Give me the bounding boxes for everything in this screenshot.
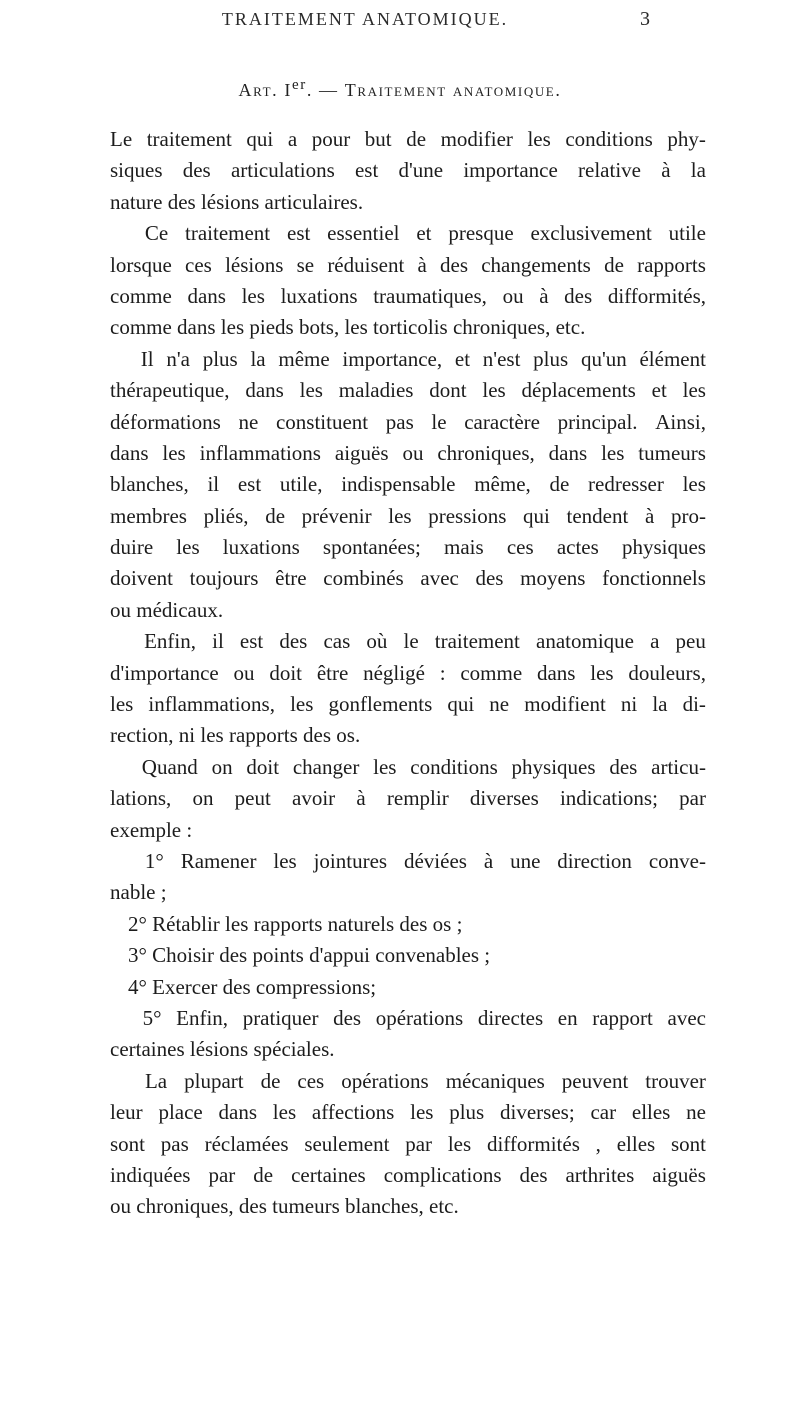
- word: par: [208, 1162, 236, 1187]
- word: inflammations: [199, 440, 321, 465]
- word: des: [519, 1162, 548, 1187]
- word: La: [144, 1068, 168, 1093]
- word: Il: [140, 346, 154, 371]
- word: de: [549, 472, 570, 497]
- word: jointures: [313, 848, 388, 873]
- word: conve-: [648, 848, 706, 873]
- word: de: [253, 1162, 274, 1187]
- word: caractère: [464, 409, 540, 434]
- word: le: [431, 409, 447, 434]
- line-text: certaines lésions spéciales.: [110, 1037, 335, 1062]
- text-line: [110, 312, 706, 343]
- text-line: [110, 972, 706, 1003]
- word: inflammations,: [148, 692, 275, 717]
- word: à: [539, 283, 549, 308]
- word: principal.: [557, 409, 638, 434]
- text-line: [110, 1066, 706, 1097]
- word: Ramener: [180, 848, 257, 873]
- text-line: [110, 407, 706, 438]
- word: ces: [506, 535, 534, 560]
- line-text: nable ;: [110, 880, 167, 905]
- word: physiques: [621, 535, 706, 560]
- word: affections: [311, 1100, 395, 1125]
- word: des: [475, 566, 504, 591]
- word: diverses;: [500, 1100, 575, 1125]
- word: doit: [269, 660, 303, 685]
- word: qu'un: [580, 346, 627, 371]
- text-line: [110, 124, 706, 155]
- text-line: [110, 1160, 706, 1191]
- word: direction: [557, 848, 632, 873]
- word: pressions: [428, 503, 507, 528]
- text-line: [110, 846, 706, 877]
- word: ou: [233, 660, 255, 685]
- word: ne: [238, 409, 259, 434]
- word: complications: [383, 1162, 502, 1187]
- line-text: exemple :: [110, 817, 193, 842]
- section-title: [0, 70, 800, 105]
- word: certaines: [291, 1162, 366, 1187]
- running-head: [0, 4, 800, 34]
- word: ou: [402, 440, 424, 465]
- word: négligé: [363, 660, 425, 685]
- line-text: nature des lésions articulaires.: [110, 189, 364, 214]
- word: traitement: [185, 221, 271, 246]
- word: elles: [616, 1131, 656, 1156]
- word: dans: [548, 440, 588, 465]
- word: siques: [110, 158, 163, 183]
- section-heading: Traitement anatomique.: [344, 80, 562, 100]
- word: les: [447, 1131, 472, 1156]
- word: des: [564, 283, 593, 308]
- text-line: [110, 1003, 706, 1034]
- word: plus: [533, 346, 569, 371]
- word: 5°: [142, 1005, 162, 1030]
- word: il: [212, 629, 224, 654]
- word: moyens: [520, 566, 586, 591]
- word: pour: [311, 127, 351, 151]
- word: relative: [578, 158, 641, 183]
- word: Le: [110, 127, 133, 151]
- paragraph-indent: [110, 972, 128, 1003]
- word: indications;: [559, 786, 658, 811]
- word: dans: [187, 283, 226, 308]
- word: difformités,: [607, 283, 706, 308]
- word: indiquées: [110, 1162, 191, 1187]
- word: dans: [536, 660, 576, 685]
- word: blanches,: [110, 472, 189, 497]
- word: membres: [110, 503, 187, 528]
- word: comme: [460, 660, 523, 685]
- text-line: [110, 783, 706, 814]
- word: élément: [639, 346, 706, 371]
- word: trouver: [645, 1068, 706, 1093]
- word: la: [690, 158, 706, 183]
- word: une: [510, 848, 541, 873]
- word: les: [601, 440, 625, 465]
- word: des: [609, 754, 638, 779]
- word: changements: [481, 252, 591, 277]
- word: constituent: [275, 409, 369, 434]
- word: a: [287, 127, 298, 151]
- word: sont: [110, 1131, 146, 1156]
- word: a: [650, 629, 660, 654]
- word: redresser: [588, 472, 664, 497]
- word: tendent: [566, 503, 629, 528]
- word: elles: [631, 1100, 671, 1125]
- word: physiques: [511, 754, 596, 779]
- word: on: [211, 754, 233, 779]
- paragraph-indent: [110, 940, 128, 971]
- word: ne: [686, 1100, 706, 1125]
- word: qui: [246, 127, 274, 151]
- word: n'est: [482, 346, 521, 371]
- text-line: [110, 532, 706, 563]
- paragraph-indent: [110, 344, 128, 375]
- word: les: [373, 754, 397, 779]
- word: duire: [110, 535, 154, 560]
- word: fonctionnels: [602, 566, 706, 591]
- word: peu: [675, 629, 706, 654]
- word: difformités: [486, 1131, 580, 1156]
- word: se: [296, 252, 315, 277]
- word: di-: [682, 692, 706, 717]
- word: spontanées;: [322, 535, 421, 560]
- word: chroniques,: [437, 440, 535, 465]
- line-text: 3° Choisir des points d'appui convenables ;: [128, 943, 491, 968]
- word: conditions: [565, 127, 653, 151]
- body-text: [110, 124, 706, 1223]
- word: arthrites: [565, 1162, 635, 1187]
- word: par: [405, 1131, 433, 1156]
- word: :: [439, 660, 446, 685]
- word: des: [440, 252, 469, 277]
- word: presque: [448, 221, 514, 246]
- text-line: [110, 1034, 706, 1065]
- word: et: [416, 221, 432, 246]
- word: Enfin,: [176, 1005, 229, 1030]
- text-line: [110, 1129, 706, 1160]
- word: à: [356, 786, 366, 811]
- word: d'une: [398, 158, 444, 183]
- word: avoir: [292, 786, 336, 811]
- word: déformations: [110, 409, 221, 434]
- word: où: [366, 629, 388, 654]
- word: luxations: [222, 535, 300, 560]
- word: dont: [429, 378, 467, 403]
- word: réclamées: [204, 1131, 289, 1156]
- word: rapport: [592, 1005, 653, 1030]
- word: même,: [474, 472, 531, 497]
- word: leur: [110, 1100, 143, 1125]
- article-number-superscript: er: [291, 77, 307, 93]
- text-line: [110, 877, 706, 908]
- word: luxations: [280, 283, 358, 308]
- word: les: [273, 848, 297, 873]
- word: en: [557, 1005, 578, 1030]
- word: remplir: [386, 786, 449, 811]
- line-text: 2° Rétablir les rapports naturels des os ;: [128, 911, 463, 936]
- word: les: [388, 503, 412, 528]
- word: aiguës: [334, 440, 389, 465]
- word: plus: [202, 346, 238, 371]
- text-line: [110, 375, 706, 406]
- word: conditions: [410, 754, 498, 779]
- word: plupart: [184, 1068, 244, 1093]
- word: est: [287, 221, 311, 246]
- word: déplacements: [521, 378, 636, 403]
- word: lésions: [225, 252, 284, 277]
- line-text: rection, ni les rapports des os.: [110, 723, 361, 748]
- word: les: [176, 535, 200, 560]
- word: on: [192, 786, 214, 811]
- word: d'importance: [110, 660, 219, 685]
- word: maladies: [338, 378, 414, 403]
- word: gonflements: [328, 692, 433, 717]
- paragraph-indent: [110, 1066, 128, 1097]
- word: les: [682, 378, 706, 403]
- word: traitement: [434, 629, 520, 654]
- word: articu-: [651, 754, 706, 779]
- word: des: [279, 629, 308, 654]
- line-text: ou chroniques, des tumeurs blanches, etc.: [110, 1194, 459, 1219]
- text-line: [110, 940, 706, 971]
- word: de: [260, 1068, 281, 1093]
- text-line: [110, 1191, 706, 1222]
- word: les: [410, 1100, 434, 1125]
- word: prévenir: [301, 503, 372, 528]
- text-line: [110, 626, 706, 657]
- word: place: [158, 1100, 203, 1125]
- text-line: [110, 595, 706, 626]
- text-line: [110, 909, 706, 940]
- line-text: ou médicaux.: [110, 597, 224, 622]
- word: de: [406, 127, 427, 151]
- paragraph-indent: [110, 1003, 128, 1034]
- word: pas: [160, 1131, 189, 1156]
- word: ces: [185, 252, 212, 277]
- word: indispensable: [341, 472, 456, 497]
- word: ces: [297, 1068, 325, 1093]
- word: mécaniques: [445, 1068, 545, 1093]
- word: sont: [670, 1131, 706, 1156]
- word: thérapeutique,: [110, 378, 230, 403]
- text-line: [110, 469, 706, 500]
- word: pas: [385, 409, 414, 434]
- word: et: [651, 378, 667, 403]
- word: avec: [420, 566, 459, 591]
- word: tumeurs: [638, 440, 706, 465]
- word: Quand: [141, 754, 198, 779]
- word: ,: [595, 1131, 601, 1156]
- word: traitement: [146, 127, 232, 151]
- word: Enfin,: [144, 629, 197, 654]
- word: pliés,: [203, 503, 249, 528]
- word: importance: [463, 158, 558, 183]
- paragraph-indent: [110, 626, 128, 657]
- word: utile: [668, 221, 706, 246]
- word: doit: [246, 754, 280, 779]
- word: la: [250, 346, 266, 371]
- word: et: [454, 346, 471, 371]
- text-line: [110, 281, 706, 312]
- word: modifier: [440, 127, 513, 151]
- word: à: [644, 503, 655, 528]
- word: diverses: [469, 786, 539, 811]
- word: anatomique: [536, 629, 634, 654]
- word: être: [316, 660, 349, 685]
- text-line: [110, 501, 706, 532]
- word: déviées: [403, 848, 467, 873]
- word: but: [364, 127, 392, 151]
- word: exclusivement: [530, 221, 652, 246]
- paragraph-indent: [110, 909, 128, 940]
- word: changer: [292, 754, 360, 779]
- word: les: [272, 1100, 297, 1125]
- word: utile,: [279, 472, 323, 497]
- word: modifient: [524, 692, 606, 717]
- word: est: [239, 629, 264, 654]
- text-line: [110, 720, 706, 751]
- word: combinés: [323, 566, 404, 591]
- word: les: [299, 378, 323, 403]
- text-line: [110, 155, 706, 186]
- text-line: [110, 815, 706, 846]
- word: les: [527, 127, 551, 151]
- word: articulations: [230, 158, 335, 183]
- word: traumatiques,: [373, 283, 487, 308]
- word: les: [682, 472, 706, 497]
- word: ne: [489, 692, 510, 717]
- text-line: [110, 752, 706, 783]
- word: peuvent: [561, 1068, 629, 1093]
- word: essentiel: [327, 221, 400, 246]
- word: n'a: [166, 346, 190, 371]
- word: pratiquer: [242, 1005, 319, 1030]
- word: cas: [323, 629, 351, 654]
- line-text: comme dans les pieds bots, les torticolis chroniques, etc.: [110, 315, 586, 340]
- word: de: [265, 503, 286, 528]
- word: réduisent: [327, 252, 405, 277]
- page-number: 3: [640, 8, 650, 30]
- word: aiguës: [652, 1162, 706, 1187]
- line-text: 4° Exercer des compressions;: [128, 974, 377, 999]
- running-title: TRAITEMENT ANATOMIQUE.: [221, 9, 509, 29]
- word: à: [483, 848, 494, 873]
- title-separator: . —: [306, 80, 345, 100]
- text-line: [110, 658, 706, 689]
- word: peut: [234, 786, 271, 811]
- word: les: [241, 283, 265, 308]
- word: seulement: [304, 1131, 390, 1156]
- word: à: [661, 158, 671, 183]
- word: dans: [218, 1100, 258, 1125]
- word: 1°: [144, 848, 164, 873]
- word: le: [403, 629, 419, 654]
- paragraph-indent: [110, 752, 128, 783]
- word: par: [679, 786, 706, 811]
- word: même: [278, 346, 330, 371]
- word: avec: [667, 1005, 706, 1030]
- word: lations,: [110, 786, 172, 811]
- word: ni: [620, 692, 638, 717]
- word: car: [590, 1100, 617, 1125]
- article-number: Art. I: [238, 80, 292, 100]
- word: la: [652, 692, 668, 717]
- word: à: [417, 252, 427, 277]
- word: les: [110, 692, 134, 717]
- word: rapports: [637, 252, 706, 277]
- word: les: [482, 378, 506, 403]
- word: opérations: [375, 1005, 464, 1030]
- paragraph-indent: [110, 846, 128, 877]
- text-line: [110, 218, 706, 249]
- text-line: [110, 1097, 706, 1128]
- word: dans: [245, 378, 284, 403]
- text-line: [110, 689, 706, 720]
- word: doivent: [110, 566, 173, 591]
- paragraph-indent: [110, 218, 128, 249]
- word: plus: [449, 1100, 485, 1125]
- word: est: [237, 472, 262, 497]
- word: dans: [110, 440, 149, 465]
- word: Ce: [144, 221, 169, 246]
- word: Ainsi,: [655, 409, 706, 434]
- word: phy-: [667, 127, 706, 151]
- word: de: [604, 252, 624, 277]
- word: opérations: [341, 1068, 429, 1093]
- word: qui: [523, 503, 550, 528]
- word: comme: [110, 283, 172, 308]
- text-line: [110, 344, 706, 375]
- text-line: [110, 187, 706, 218]
- word: importance,: [342, 346, 443, 371]
- word: est: [354, 158, 379, 183]
- word: les: [162, 440, 186, 465]
- word: des: [182, 158, 211, 183]
- word: lorsque: [110, 252, 172, 277]
- text-line: [110, 438, 706, 469]
- word: ou: [502, 283, 524, 308]
- word: être: [275, 566, 307, 591]
- word: les: [590, 660, 614, 685]
- word: les: [290, 692, 314, 717]
- text-line: [110, 250, 706, 281]
- word: qui: [447, 692, 475, 717]
- word: il: [207, 472, 220, 497]
- word: douleurs,: [628, 660, 706, 685]
- text-line: [110, 563, 706, 594]
- word: actes: [556, 535, 599, 560]
- word: toujours: [189, 566, 259, 591]
- word: mais: [444, 535, 484, 560]
- word: des: [333, 1005, 362, 1030]
- word: pro-: [670, 503, 706, 528]
- word: directes: [477, 1005, 544, 1030]
